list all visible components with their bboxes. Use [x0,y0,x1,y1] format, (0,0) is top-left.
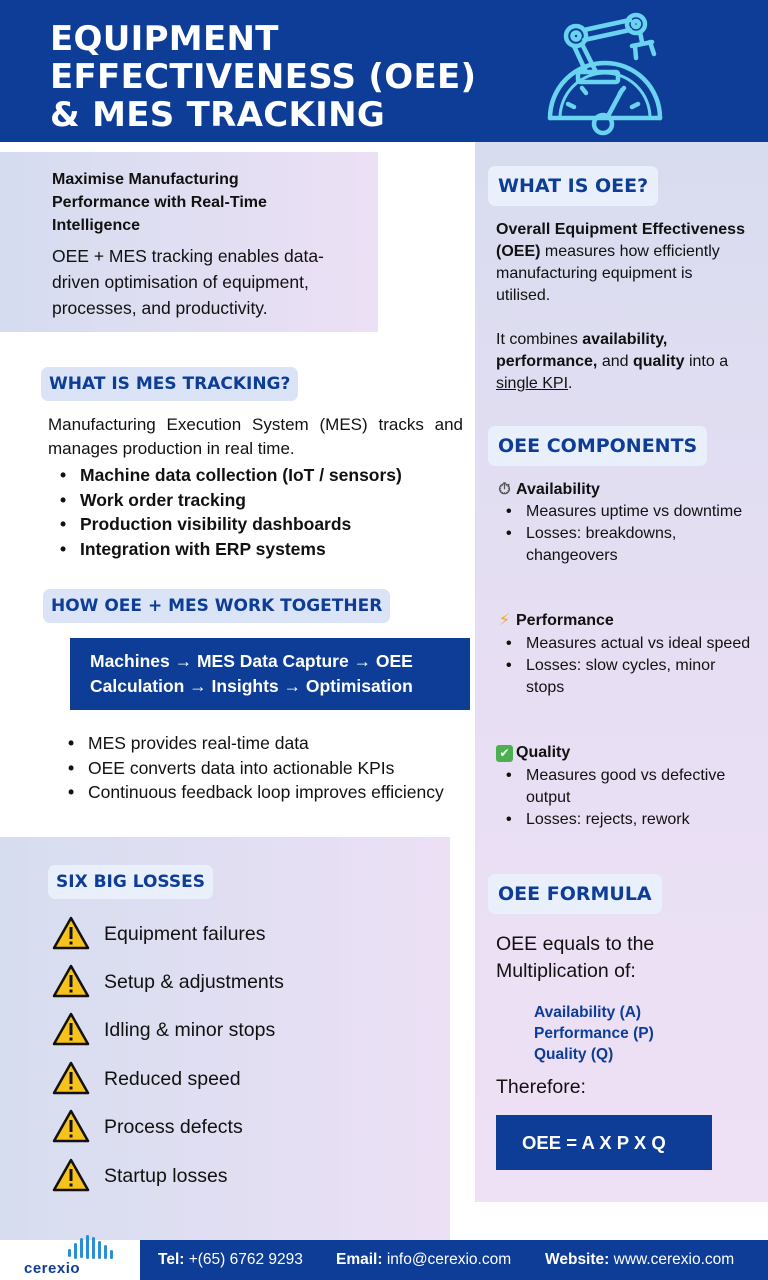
cerexio-logo [24,1233,124,1278]
text-span: and [597,353,633,370]
list-item: • Continuous feedback loop improves efficiency [58,780,448,805]
list-item: • Measures actual vs ideal speed [496,633,751,655]
warning-icon [52,1158,90,1192]
oee-definition-text [496,219,746,307]
formula-terms [534,1002,654,1065]
component-quality-title [496,742,570,764]
formula-section-title: OEE FORMULA [488,874,662,914]
website-label: Website: [545,1251,610,1268]
components-section-title: OEE COMPONENTS [488,426,707,466]
page-title [50,20,520,134]
warning-icon [52,1109,90,1143]
phone-value[interactable]: +(65) 6762 9293 [184,1251,303,1268]
losses-section-title: SIX BIG LOSSES [48,865,213,899]
list-item: • Production visibility dashboards [50,512,470,537]
quality-list [496,765,751,831]
list-item: • Losses: slow cycles, minor stops [496,655,751,699]
email-value[interactable]: info@cerexio.com [382,1251,512,1268]
loss-item [52,1156,432,1196]
process-flow: Machines → MES Data Capture → OEE Calculation → Insights → Optimisation [70,638,470,710]
phone-label: Tel: [158,1251,185,1268]
header-banner [0,0,768,142]
stopwatch-icon: ⏱ [498,481,511,498]
email-label: Email: [336,1251,383,1268]
list-item: • Losses: breakdowns, changeovers [496,523,751,567]
loss-label: Idling & minor stops [104,1019,276,1041]
list-item: • Losses: rejects, rework [496,809,751,831]
performance-list [496,633,751,699]
text-bold: availability, [582,331,668,348]
title-line-3: & MES TRACKING [50,95,386,135]
logo-wordmark: cerexio [24,1260,81,1277]
component-label: Quality [516,744,571,761]
formula-term: Performance (P) [534,1025,654,1042]
footer-email [336,1240,511,1280]
formula-equation: OEE = A X P X Q [496,1115,712,1170]
list-item: • Measures good vs defective output [496,765,751,809]
warning-icon [52,964,90,998]
availability-list [496,501,751,567]
component-label: Availability [516,481,600,498]
title-line-2: EFFECTIVENESS (OEE) [50,57,477,97]
website-value[interactable]: www.cerexio.com [609,1251,735,1268]
list-item: • OEE converts data into actionable KPIs [58,756,448,781]
loss-item [52,1059,432,1099]
formula-term: Quality (Q) [534,1046,614,1063]
mes-description: Manufacturing Execution System (MES) tracks and manages production in real time. [48,415,463,458]
component-performance-title [496,610,614,632]
oee-section-title: WHAT IS OEE? [488,166,658,206]
warning-icon [52,916,90,950]
oee-combines-text [496,329,746,395]
mes-feature-list [50,463,470,561]
text-span: . [568,375,573,392]
oee-term: Overall Equipment Effectiveness (OEE) [496,221,745,260]
text-span: into a [684,353,729,370]
loss-item [52,914,432,954]
text-bold: quality [632,353,685,370]
loss-label: Reduced speed [104,1068,241,1090]
warning-icon [52,1012,90,1046]
list-item: • Work order tracking [50,488,470,513]
lightning-icon: ⚡ [498,612,511,629]
loss-item [52,1010,432,1050]
text-bold: performance, [496,353,598,370]
oee-definition-rest: measures how efficiently manufacturing equipment is utilised. [496,243,720,304]
loss-item [52,1107,432,1147]
footer-phone [158,1240,303,1280]
oee-definition [496,219,746,417]
loss-label: Process defects [104,1116,243,1138]
check-icon: ✔ [496,745,513,762]
intro-text: OEE + MES tracking enables data-driven optimisation of equipment, processes, and productivity. [52,246,324,318]
text-span: It combines [496,331,583,348]
mes-section-title: WHAT IS MES TRACKING? [41,367,298,401]
title-line-1: EQUIPMENT [50,19,279,59]
together-list [58,731,448,805]
loss-label: Equipment failures [104,923,266,945]
component-availability-title [496,479,600,501]
loss-label: Startup losses [104,1165,228,1187]
robot-arm-gauge-icon [538,8,668,140]
component-label: Performance [516,612,614,629]
intro-heading: Maximise Manufacturing Performance with Real-Time Intelligence [52,171,267,234]
footer-website [545,1240,734,1280]
together-section-title: HOW OEE + MES WORK TOGETHER [43,589,390,623]
list-item: • Measures uptime vs downtime [496,501,751,523]
formula-therefore: Therefore: [496,1076,586,1098]
formula-intro: OEE equals to the Multiplication of: [496,933,655,982]
warning-icon [52,1061,90,1095]
loss-label: Setup & adjustments [104,971,284,993]
logo-mark-icon [66,1233,116,1261]
list-item: • Machine data collection (IoT / sensors) [50,463,470,488]
list-item: • Integration with ERP systems [50,537,470,562]
text-underline: single KPI [496,375,569,392]
list-item: • MES provides real-time data [58,731,448,756]
formula-term: Availability (A) [534,1004,642,1021]
loss-item [52,962,432,1002]
footer-contact-bar [140,1240,768,1280]
